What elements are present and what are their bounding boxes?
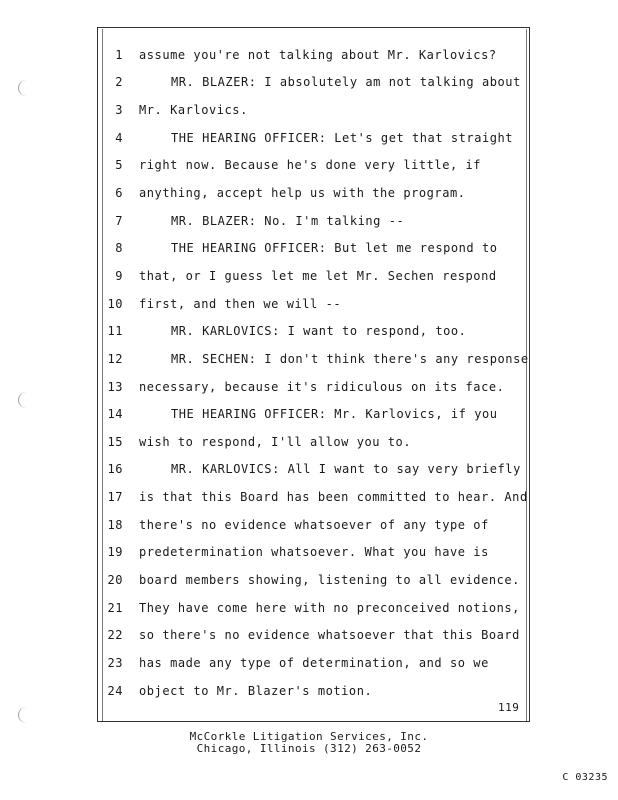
- transcript-line: [0, 511, 618, 539]
- transcript-line: [0, 124, 618, 152]
- line-text: MR. KARLOVICS: I want to respond, too.: [171, 324, 467, 339]
- transcript-line: [0, 428, 618, 456]
- line-number: 12: [107, 351, 123, 366]
- transcript-line: [0, 649, 618, 677]
- line-number: 3: [115, 103, 123, 118]
- transcript-lines: [0, 41, 618, 704]
- line-number: 9: [115, 268, 123, 283]
- transcript-line: [0, 41, 618, 69]
- line-number: 18: [107, 517, 123, 532]
- reporter-company: McCorkle Litigation Services, Inc.: [189, 730, 429, 743]
- line-number: 8: [115, 241, 123, 256]
- line-number: 21: [107, 600, 123, 615]
- line-text: MR. SECHEN: I don't think there's any response: [171, 351, 529, 366]
- line-number: 11: [107, 324, 123, 339]
- transcript-line: [0, 345, 618, 373]
- line-number: 14: [107, 407, 123, 422]
- transcript-line: [0, 677, 618, 705]
- line-text: board members showing, listening to all evidence.: [139, 572, 520, 587]
- line-number: 24: [107, 683, 123, 698]
- line-text: THE HEARING OFFICER: Mr. Karlovics, if you: [171, 407, 498, 422]
- bates-number: C 03235: [562, 772, 608, 783]
- line-text: right now. Because he's done very little, if: [139, 158, 482, 173]
- transcript-line: [0, 483, 618, 511]
- line-text: so there's no evidence whatsoever that this Board: [139, 628, 520, 643]
- line-number: 10: [107, 296, 123, 311]
- line-number: 15: [107, 434, 123, 449]
- transcript-line: [0, 262, 618, 290]
- line-text: is that this Board has been committed to hear. And: [139, 490, 528, 505]
- reporter-footer: [0, 731, 618, 755]
- line-number: 13: [107, 379, 123, 394]
- transcript-line: [0, 207, 618, 235]
- line-text: anything, accept help us with the program.: [139, 186, 466, 201]
- line-number: 4: [115, 130, 123, 145]
- line-text: that, or I guess let me let Mr. Sechen respond: [139, 268, 497, 283]
- line-text: MR. BLAZER: No. I'm talking --: [171, 213, 405, 228]
- line-text: has made any type of determination, and so we: [139, 655, 489, 670]
- transcript-line: [0, 400, 618, 428]
- transcript-line: [0, 566, 618, 594]
- transcript-line: [0, 179, 618, 207]
- line-number: 20: [107, 572, 123, 587]
- page-number: 119: [498, 701, 520, 714]
- line-number: 16: [107, 462, 123, 477]
- line-text: necessary, because it's ridiculous on its face.: [139, 379, 505, 394]
- transcript-line: [0, 96, 618, 124]
- line-text: Mr. Karlovics.: [139, 103, 248, 118]
- line-text: predetermination whatsoever. What you have is: [139, 545, 489, 560]
- line-number: 23: [107, 655, 123, 670]
- line-number: 7: [115, 213, 123, 228]
- reporter-location: Chicago, Illinois (312) 263-0052: [196, 742, 422, 755]
- punch-hole-mark: [18, 707, 35, 723]
- line-number: 2: [115, 75, 123, 90]
- line-text: They have come here with no preconceived notions,: [139, 600, 520, 615]
- line-text: THE HEARING OFFICER: Let's get that straight: [171, 130, 514, 145]
- line-text: there's no evidence whatsoever of any type of: [139, 517, 489, 532]
- line-text: object to Mr. Blazer's motion.: [139, 683, 373, 698]
- transcript-line: [0, 594, 618, 622]
- line-text: wish to respond, I'll allow you to.: [139, 434, 412, 449]
- line-number: 17: [107, 490, 123, 505]
- transcript-line: [0, 234, 618, 262]
- transcript-line: [0, 152, 618, 180]
- line-text: first, and then we will --: [139, 296, 342, 311]
- line-number: 1: [115, 47, 123, 62]
- transcript-line: [0, 317, 618, 345]
- line-text: MR. BLAZER: I absolutely am not talking about: [171, 75, 521, 90]
- line-number: 6: [115, 186, 123, 201]
- line-text: assume you're not talking about Mr. Karlovics?: [139, 47, 497, 62]
- transcript-line: [0, 539, 618, 567]
- line-number: 19: [107, 545, 123, 560]
- transcript-line: [0, 373, 618, 401]
- transcript-line: [0, 456, 618, 484]
- line-number: 22: [107, 628, 123, 643]
- line-text: THE HEARING OFFICER: But let me respond to: [171, 241, 498, 256]
- transcript-line: [0, 290, 618, 318]
- transcript-line: [0, 621, 618, 649]
- transcript-line: [0, 69, 618, 97]
- line-number: 5: [115, 158, 123, 173]
- line-text: MR. KARLOVICS: All I want to say very briefly: [171, 462, 521, 477]
